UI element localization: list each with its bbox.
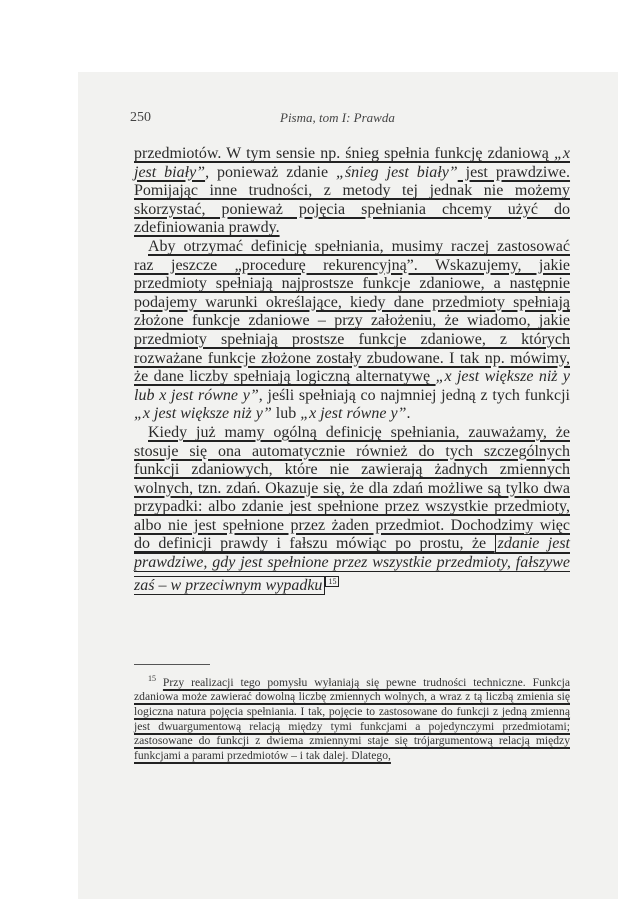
running-title: Pisma, tom I: Prawda	[280, 110, 395, 125]
paragraph-3: Kiedy już mamy ogólną definicję spełniania, zauważamy, że stosuje się ona automatycznie również do tych szczególnych funkcji zdaniowych, które nie zawierają żadnych zmiennych wolnych, tzn. zdań. Okazuje się, że dla zdań możliwe są tylko dwa przypadki: albo zdanie jest spełnione przez wszystkie przedmioty, albo nie jest spełnione przez żaden przedmiot. Dochodzimy więc do definicji prawdy i fałszu mówiąc po prostu, że zdanie jest prawdziwe, gdy jest spełnione przez wszystkie przedmioty, fałszywe zaś – w przeciwnym wypadku $^{15}$	[134, 423, 571, 594]
boxed-definition: zdanie jest prawdziwe, gdy jest spełnione przez wszystkie przedmioty, fałszywe zaś – w przeciwnym wypadku	[134, 535, 571, 594]
paragraph-1: przedmiotów. W tym sensie np. śnieg spełnia funkcję zdaniową „x jest biały”, ponieważ zdanie „śnieg jest biały” jest prawdziwe. Pomijając inne trudności, z metody tej jednak nie możemy skorzystać, ponieważ pojęcia spełniania chcemy użyć do zdefiniowania prawdy.	[134, 145, 571, 237]
page-number: 250	[130, 110, 151, 125]
body-text	[134, 145, 570, 596]
footnote-reference: 15	[325, 576, 339, 587]
footnote	[134, 672, 570, 763]
footnote-marker: 15	[148, 674, 156, 683]
footnote-text: Przy realizacji tego pomysłu wyłaniają się pewne trudności techniczne. Funkcja zdaniowa może zawierać dowolną liczbę zmiennych wolnych, a wraz z tą liczbą zmienia się logiczna natura pojęcia spełniania. I tak, pojęcie to zastosowane do funkcji z jedną zmienną jest dwuargumentową relacją między tymi funkcjami a pojedynczymi przedmiotami; zastosowane do funkcji z dwiema zmiennymi staje się trójargumentową relacją między funkcjami a parami przedmiotów – i tak dalej. Dlatego,	[134, 675, 570, 762]
paragraph-2: Aby otrzymać definicję spełniania, musimy raczej zastosować raz jeszcze „procedurę rekurencyjną”. Wskazujemy, jakie przedmioty spełniają najprostsze funkcje zdaniowe, a następnie podajemy warunki określające, kiedy dane przedmioty spełniają złożone funkcje zdaniowe – przy założeniu, że wiadomo, jakie przedmioty spełniają prostsze funkcje zdaniowe, z których rozważane funkcje złożone zostały zbudowane. I tak np. mówimy, że dane liczby spełniają logiczną alternatywę „x jest większe niż y lub x jest równe y”, jeśli spełniają co najmniej jedną z tych funkcji „x jest większe niż y” lub „x jest równe y”.	[134, 237, 571, 423]
footnote-divider	[134, 664, 210, 665]
